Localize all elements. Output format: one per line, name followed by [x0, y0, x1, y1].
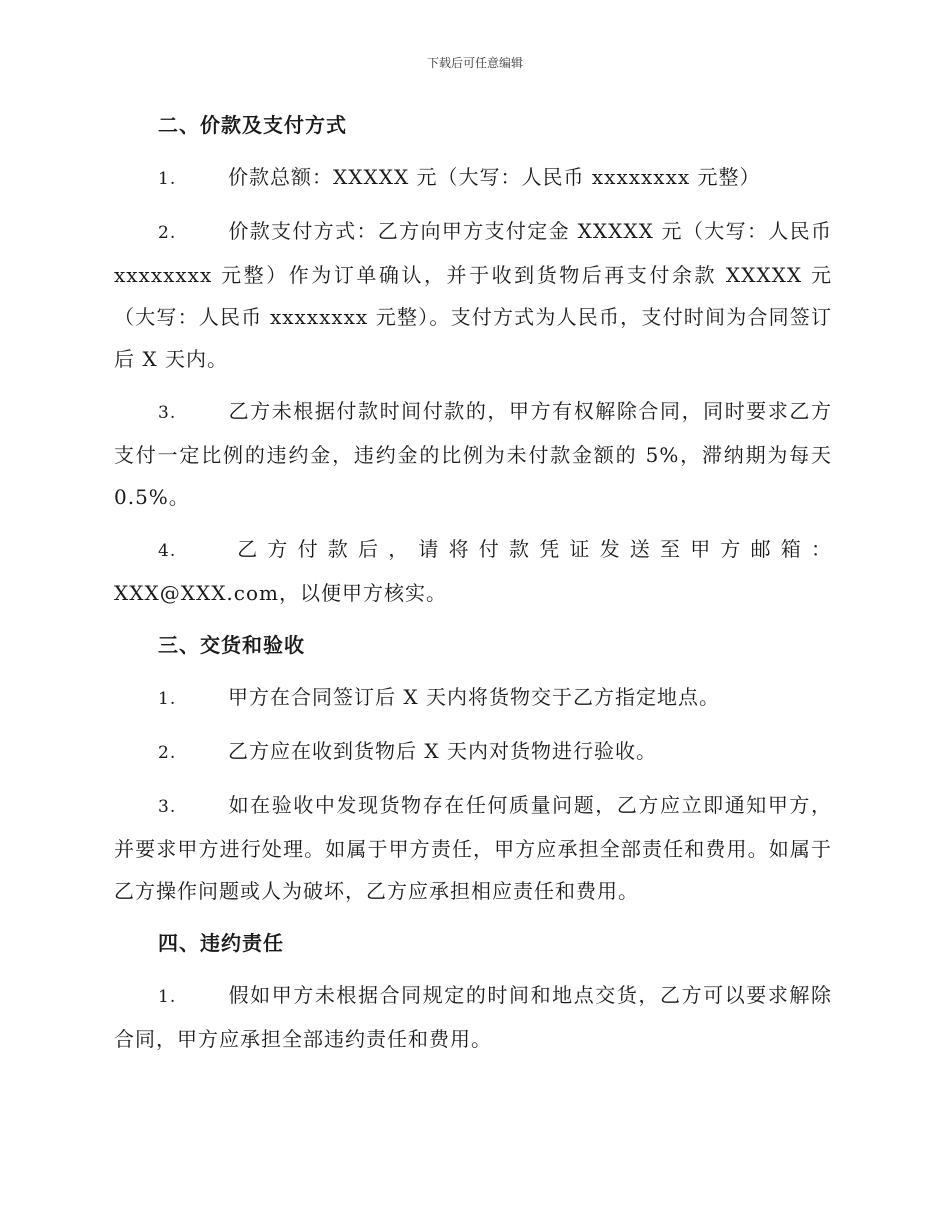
page-header: 下载后可任意编辑	[426, 56, 523, 70]
clause-text: 假如甲方未根据合同规定的时间和地点交货，乙方可以要求解除合同，甲方应承担全部违约责任和费用。	[114, 983, 832, 1051]
clause-payment-1	[114, 156, 832, 200]
clause-number: 3.	[158, 403, 177, 423]
clause-delivery-1	[114, 676, 832, 720]
clause-text: 乙方付款后，请将付款凭证发送至甲方邮箱：XXX@XXX.com，以便甲方核实。	[114, 537, 832, 605]
clause-delivery-2	[114, 730, 832, 774]
clause-text: 乙方应在收到货物后 X 天内对货物进行验收。	[228, 739, 657, 763]
clause-number: 3.	[158, 797, 177, 817]
clause-number: 2.	[158, 743, 177, 763]
clause-number: 1.	[158, 169, 177, 189]
clause-number: 1.	[158, 689, 177, 709]
clause-delivery-3	[114, 784, 832, 912]
clause-text: 如在验收中发现货物存在任何质量问题，乙方应立即通知甲方，并要求甲方进行处理。如属于甲方责任，甲方应承担全部责任和费用。如属于乙方操作问题或人为破坏，乙方应承担相应责任和费用。	[114, 793, 832, 903]
clause-liability-1	[114, 974, 832, 1060]
section-heading-liability: 四、违约责任	[158, 931, 284, 955]
clause-number: 1.	[158, 987, 177, 1007]
clause-text: 甲方在合同签订后 X 天内将货物交于乙方指定地点。	[228, 685, 720, 709]
clause-number: 2.	[158, 223, 177, 243]
section-heading-payment: 二、价款及支付方式	[158, 113, 347, 137]
clause-text: 乙方未根据付款时间付款的，甲方有权解除合同，同时要求乙方支付一定比例的违约金，违约金的比例为未付款金额的 5%，滞纳期为每天 0.5%。	[114, 399, 832, 509]
clause-text: 价款总额：XXXXX 元（大写：人民币 xxxxxxxx 元整）	[228, 165, 761, 189]
clause-payment-2	[114, 210, 832, 380]
document-body	[114, 104, 832, 1070]
section-heading-delivery: 三、交货和验收	[158, 633, 305, 657]
clause-number: 4.	[158, 541, 177, 561]
clause-payment-3	[114, 390, 832, 518]
clause-text: 价款支付方式：乙方向甲方支付定金 XXXXX 元（大写：人民币 xxxxxxxx 元整）作为订单确认，并于收到货物后再支付余款 XXXXX 元（大写：人民币 xxxxxxxx 元整）。支付方式为人民币，支付时间为合同签订后 X 天内。	[114, 219, 832, 371]
clause-payment-4	[114, 528, 832, 614]
